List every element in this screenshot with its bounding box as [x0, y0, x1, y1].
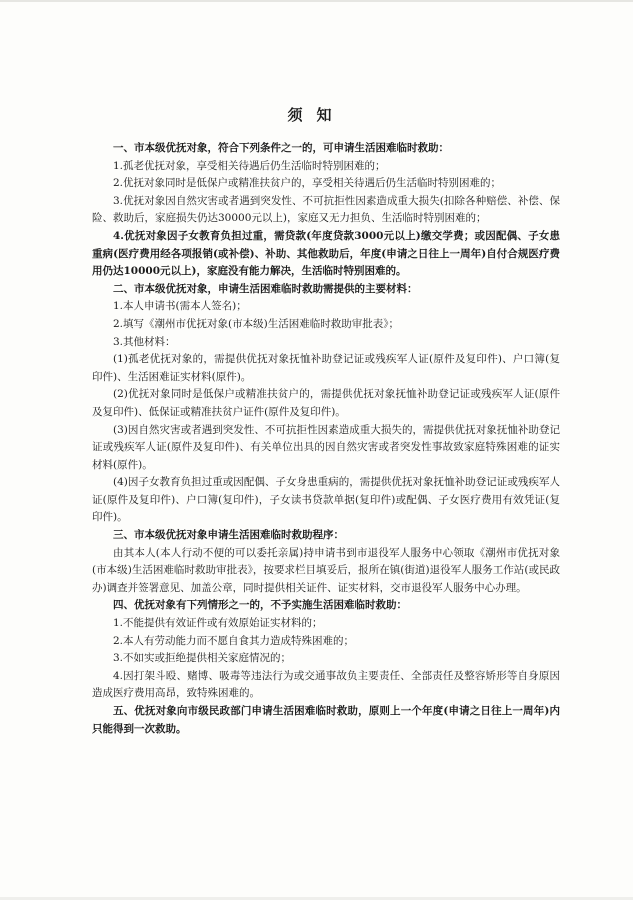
list-item: 1.孤老优抚对象，享受相关待遇后仍生活临时特别困难的； [113, 159, 386, 172]
list-item: 4.因打架斗殴、赌博、吸毒等违法行为或交通事故负主要责任、全部责任及整容矫形等自身原因造成医疗费用高昂，致特殊困难的。 [92, 669, 560, 700]
sub-list-item: (1)孤老优抚对象的，需提供优抚对象抚恤补助登记证或残疾军人证(原件及复印件)、户口簿(复印件)、生活困难证实材料(原件)。 [92, 353, 560, 383]
list-item: 3.优抚对象因自然灾害或者遇到突发性、不可抗拒性因素造成重大损失(扣除各种赔偿、补偿、保险、救助后，家庭损失仍达30000元以上)，家庭又无力担负、生活临时特别困难的； [92, 194, 560, 225]
sub-list-item: (2)优抚对象同时是低保户或精准扶贫户的，需提供优抚对象抚恤补助登记证或残疾军人证(原件及复印件)、低保证或精准扶贫户证件(原件及复印件)。 [92, 388, 560, 418]
scan-edge [0, 0, 633, 2]
section-heading-3: 三、市本级优抚对象申请生活困难临时救助程序： [113, 529, 344, 542]
list-item: 3.不如实或拒绝提供相关家庭情况的； [113, 652, 292, 665]
section-heading-2: 二、市本级优抚对象，申请生活困难临时救助需提供的主要材料： [113, 282, 418, 295]
list-item: 1.本人申请书(需本人签名)； [113, 300, 247, 313]
section-heading-5: 五、优抚对象向市级民政部门申请生活困难临时救助，原则上一个年度(申请之日往上一周年)内只能得到一次救助。 [92, 705, 560, 735]
list-item: 2.本人有劳动能力而不愿自食其力造成特殊困难的； [113, 634, 355, 647]
sub-list-item: (4)因子女教育负担过重或因配偶、子女身患重病的，需提供优抚对象抚恤补助登记证或残疾军人证(原件及复印件)、户口簿(复印件)，子女读书贷款单据(复印件)或配偶、子女医疗费用有效凭证(复印件)。 [92, 476, 560, 524]
list-item: 3.其他材料： [113, 335, 176, 348]
sub-list-item: (3)因自然灾害或者遇到突发性、不可抗拒性因素造成重大损失的，需提供优抚对象抚恤补助登记证或残疾军人证(原件及复印件)、有关单位出具的因自然灾害或者突发性事故致家庭特殊困难的证实材料(原件)。 [92, 423, 560, 471]
list-item: 1.不能提供有效证件或有效原始证实材料的； [113, 617, 323, 630]
procedure-paragraph: 由其本人(本人行动不便的可以委托亲属)持申请书到市退役军人服务中心领取《潮州市优抚对象(市本级)生活困难临时救助审批表》，按要求栏目填妥后，报所在镇(街道)退役军人服务工作站(或民政办)调查并签署意见、加盖公章，同时提供相关证件、证实材料，交市退役军人服务中心办理。 [92, 546, 560, 594]
list-item: 2.优抚对象同时是低保户或精准扶贫户的，享受相关待遇后仍生活临时特别困难的； [113, 177, 502, 190]
list-item: 4.优抚对象因子女教育负担过重，需贷款(年度贷款3000元以上)缴交学费；或因配偶、子女患重病(医疗费用经各项报销(或补偿)、补助、其他救助后，年度(申请之日往上一周年)自付合规医疗费用仍达10000元以上)，家庭没有能力解决，生活临时特别困难的。 [92, 229, 560, 278]
section-heading-1: 一、市本级优抚对象，符合下列条件之一的，可申请生活困难临时救助： [113, 142, 449, 154]
page-title: 须知 [287, 106, 346, 124]
list-item: 2.填写《潮州市优抚对象(市本级)生活困难临时救助审批表》； [113, 317, 399, 330]
section-heading-4: 四、优抚对象有下列情形之一的，不予实施生活困难临时救助： [113, 599, 407, 612]
notice-body [92, 140, 560, 738]
